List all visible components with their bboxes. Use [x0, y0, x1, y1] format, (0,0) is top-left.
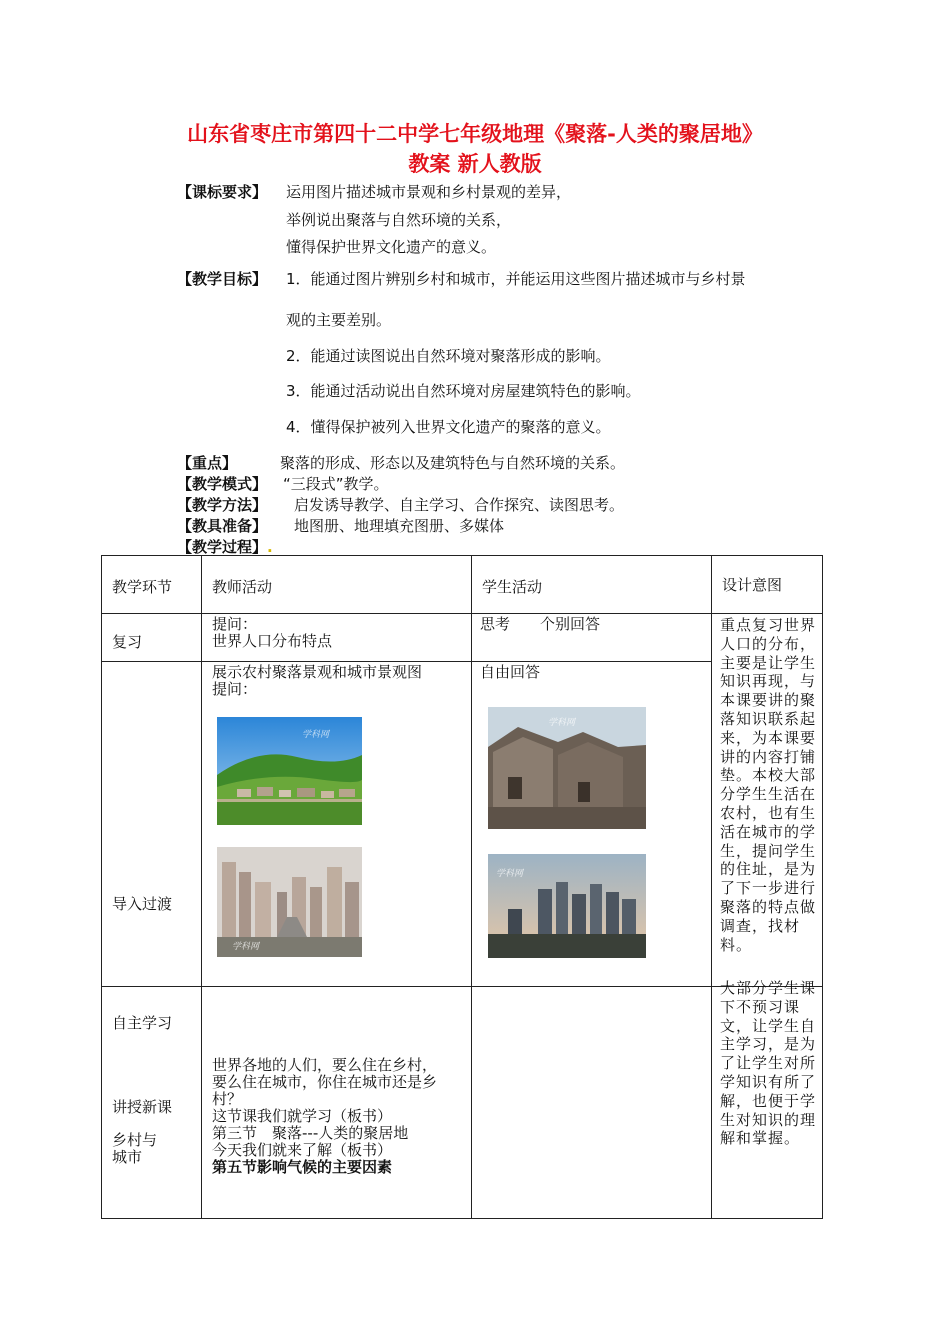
table-row — [102, 987, 823, 1219]
review-stage: 复习 — [112, 633, 143, 651]
mubiao-item: 观的主要差别。 — [286, 311, 392, 329]
mubiao-item: 2．能通过读图说出自然环境对聚落形成的影响。 — [286, 347, 611, 365]
self-teacher-line: 村？ — [212, 1090, 243, 1108]
self-stage-line: 自主学习 — [112, 1014, 173, 1032]
self-teacher-line: 今天我们就来了解（板书） — [212, 1141, 393, 1159]
header-cell-stage: 教学环节 — [102, 556, 202, 614]
self-teacher-line: 要么住在城市，你住在城市还是乡 — [212, 1073, 438, 1091]
stone-village-image — [488, 707, 646, 829]
mubiao-item: 3．能通过活动说出自然环境对房屋建筑特色的影响。 — [286, 382, 641, 400]
moshi-text: “三段式”教学。 — [283, 475, 389, 493]
review-intent: 重点复习世界人口的分布，主要是让学生知识再现，与本课要讲的聚落知识联系起来，为本课要讲的内容打铺垫。本校大部分学生生活在农村，也有生活在城市的学生，提问学生的住址，是为了下一步进行聚落的特点做调查，找材料。 — [720, 616, 817, 954]
table-row — [102, 614, 823, 662]
review-teacher-cell — [202, 614, 472, 662]
header-cell-intent: 设计意图 — [712, 556, 823, 614]
svg-text:学科网: 学科网 — [232, 942, 260, 952]
guocheng-label: 【教学过程】. — [177, 538, 273, 556]
self-stage-line: 城市 — [112, 1148, 143, 1166]
self-teacher-line: 第三节 聚落---人类的聚居地 — [212, 1124, 409, 1142]
intro-stage: 导入过渡 — [112, 895, 173, 913]
zhongdian-label: 【重点】 — [177, 454, 238, 472]
review-student: 思考 个别回答 — [480, 615, 601, 633]
kebiao-item: 举例说出聚落与自然环境的关系， — [286, 211, 512, 229]
review-teacher-line: 世界人口分布特点 — [212, 632, 333, 650]
intro-stage-cell — [102, 662, 202, 987]
self-stage-line: 乡村与 — [112, 1131, 158, 1149]
fangfa-label: 【教学方法】 — [177, 496, 268, 514]
rural-landscape-image — [217, 717, 362, 825]
mubiao-label: 【教学目标】 — [177, 270, 268, 288]
review-student-cell — [472, 614, 712, 662]
moshi-label: 【教学模式】 — [177, 475, 268, 493]
intro-student-cell — [472, 662, 712, 987]
city-landscape-image — [217, 847, 362, 957]
guocheng-dot: . — [267, 538, 273, 556]
intro-teacher-line: 提问： — [212, 680, 258, 698]
process-table — [101, 555, 823, 1219]
table-header-row — [102, 556, 823, 614]
kebiao-label: 【课标要求】 — [177, 183, 268, 201]
jiaoju-text: 地图册、地理填充图册、多媒体 — [294, 517, 505, 535]
self-teacher-line: 这节课我们就学习（板书） — [212, 1107, 393, 1125]
city-skyline-image — [488, 854, 646, 958]
self-teacher-bold-line: 第五节影响气候的主要因素 — [212, 1158, 393, 1176]
fangfa-text: 启发诱导教学、自主学习、合作探究、读图思考。 — [294, 496, 625, 514]
review-teacher-line: 提问： — [212, 615, 258, 633]
self-teacher-line: 世界各地的人们，要么住在乡村， — [212, 1056, 438, 1074]
header-cell-student: 学生活动 — [472, 556, 712, 614]
header-cell-teacher: 教师活动 — [202, 556, 472, 614]
self-student-cell — [472, 987, 712, 1219]
document-title-line1: 山东省枣庄市第四十二中学七年级地理《聚落-人类的聚居地》 — [187, 122, 763, 146]
document-title-line2: 教案 新人教版 — [408, 152, 542, 176]
svg-text:学科网: 学科网 — [302, 730, 330, 740]
kebiao-item: 懂得保护世界文化遗产的意义。 — [286, 238, 497, 256]
svg-text:学科网: 学科网 — [496, 869, 524, 879]
mubiao-item: 4．懂得保护被列入世界文化遗产的聚落的意义。 — [286, 418, 611, 436]
self-intent-cell — [712, 979, 823, 1219]
svg-text:学科网: 学科网 — [548, 718, 576, 728]
intro-student: 自由回答 — [480, 663, 541, 681]
intro-teacher-cell — [202, 662, 472, 987]
jiaoju-label: 【教具准备】 — [177, 517, 268, 535]
self-stage-cell — [102, 987, 202, 1219]
review-intent-cell — [712, 614, 823, 987]
zhongdian-text: 聚落的形成、形态以及建筑特色与自然环境的关系。 — [280, 454, 626, 472]
kebiao-item: 运用图片描述城市景观和乡村景观的差异， — [286, 183, 572, 201]
intro-teacher-line: 展示农村聚落景观和城市景观图 — [212, 663, 423, 681]
self-intent: 大部分学生课下不预习课文，让学生自主学习，是为了让学生对所学知识有所了解，也便于学生对知识的理解和掌握。 — [720, 979, 817, 1148]
self-teacher-cell — [202, 987, 472, 1219]
review-stage-cell — [102, 614, 202, 662]
self-stage-line: 讲授新课 — [112, 1098, 173, 1116]
mubiao-item: 1．能通过图片辨别乡村和城市，并能运用这些图片描述城市与乡村景 — [286, 270, 746, 288]
